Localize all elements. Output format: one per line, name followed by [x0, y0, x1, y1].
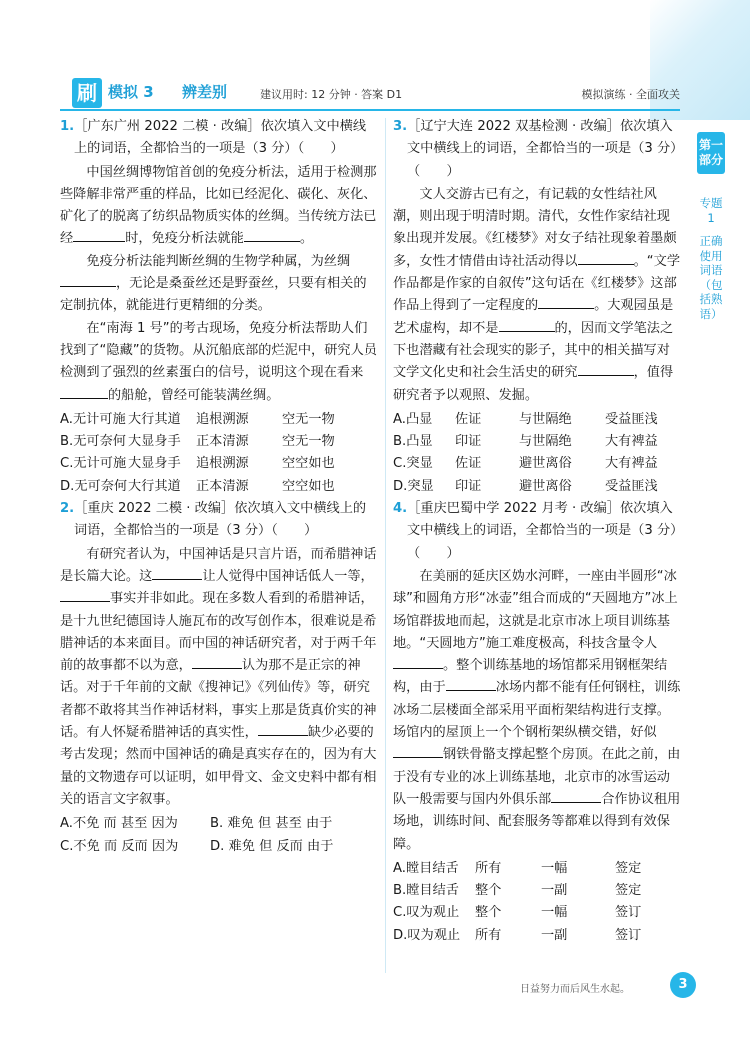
- option-d[interactable]: D.突显 印证 避世离俗 受益匪浅: [393, 478, 658, 494]
- option-c[interactable]: C.无计可施 大显身手 追根溯源 空空如也: [60, 456, 335, 472]
- question-number: 1.: [60, 119, 75, 134]
- option-b[interactable]: B.瞠目结舌 整个 一副 签定: [393, 883, 642, 899]
- question-2-passage: 有研究者认为，中国神话是只言片语，而希腊神话是长篇大论。这 让人觉得中国神话低人一等，事实并非如此。现在多数人看到的希腊神话，是十九世纪德国诗人施瓦布的改写创作本，很难说是希腊神话的本来面目。而中国的神话研究者，对于两千年前的故事都不以为意， 认为那不是正宗的神话。对于千年前的文献《搜神记》《列仙传》等，研究者都不敢将其当作神话材料，事实上那是货真价实的神话。有人怀疑希腊神话的真实性， 缺少必要的考古发现；然而中国神话的确是真实存在的，因为有大量的文物遗存可以证明，如甲骨文、金文史料中都有相关的语言文字叙事。: [60, 546, 377, 807]
- blank: [578, 252, 634, 265]
- blank: [578, 363, 634, 376]
- section-title: 模拟 3: [108, 83, 154, 101]
- blank: [60, 386, 108, 399]
- option-c[interactable]: C.不免 而 反而 因为: [60, 838, 179, 854]
- question-4-passage: 在美丽的延庆区妫水河畔，一座由半圆形“冰球”和圆角方形“冰壶”组合而成的“天圆地方”冰上场馆群拔地而起，这就是北京市冰上项目训练基地。“天圆地方”施工难度极高，科技含量令人。整个训练基地的场馆都采用钢框架结构，由于 冰场内都不能有任何钢柱，训练冰场二层楼面全部采用平面桁架结构进行支撑。场馆内的屋顶上一个个钢桁架纵横交错，好似钢铁骨骼支撑起整个房顶。在此之前，由于没有专业的冰上训练基地，北京市的冰雪运动队一般需要与国内外俱乐部 合作协议租用场地，训练时间、配套服务等都难以得到有效保障。: [393, 568, 681, 852]
- blank: [60, 589, 110, 602]
- side-tab: [697, 132, 725, 321]
- blank: [446, 678, 496, 691]
- question-3-passage: 文人交游古已有之，有记载的女性结社风潮，则出现于明清时期。清代，女性作家结社现象出现并发展。《红楼梦》对女子结社现象着墨颇多，女性才情借由诗社活动得以 。“文学作品都是作家的自叙传”这句话在《红楼梦》这部作品上得到了一定程度的 。大观园虽是艺术虚构，却不是 的，因而文学笔法之下也潜藏有社会现实的影子，其中的相关描写对文学文化史和社会生活史的研究 ，值得研究者予以观照、发掘。: [393, 186, 681, 403]
- question-1-passage-1: 中国丝绸博物馆首创的免疫分析法，适用于检测那些降解非常严重的样品，比如已经泥化、碳化、灰化、矿化了的脱离了纺织品物质实体的丝绸。当传统方法已经 时，免疫分析法就能 。: [60, 164, 377, 247]
- header-divider: [60, 109, 680, 111]
- option-a[interactable]: A.凸显 佐证 与世隔绝 受益匪浅: [393, 411, 658, 427]
- option-a[interactable]: A.瞠目结舌 所有 一幅 签定: [393, 860, 642, 876]
- blank: [60, 274, 116, 287]
- option-c[interactable]: C.突显 佐证 避世离俗 大有裨益: [393, 456, 658, 472]
- option-b[interactable]: B.凸显 印证 与世隔绝 大有裨益: [393, 434, 658, 450]
- blank: [551, 790, 601, 803]
- option-d[interactable]: D.叹为观止 所有 一副 签订: [393, 927, 642, 943]
- footer-slogan: 日益努力而后风生水起。: [520, 984, 630, 995]
- brand-logo: 刷: [72, 78, 102, 108]
- page-header: [60, 76, 680, 112]
- time-answer-info: 建议用时: 12 分钟 · 答案 D1: [260, 88, 403, 101]
- left-column: [60, 116, 378, 858]
- column-divider: [385, 118, 386, 973]
- option-b[interactable]: B. 难免 但 甚至 由于: [210, 816, 333, 832]
- question-number: 2.: [60, 501, 75, 517]
- topic-title: 正确使用词语（包括熟语）: [699, 234, 723, 321]
- section-subtitle: 辨差别: [182, 83, 228, 101]
- blank: [499, 319, 555, 332]
- page-number: 3: [670, 972, 696, 998]
- question-1-passage-3: 在“南海 1 号”的考古现场，免疫分析法帮助人们找到了“隐藏”的货物。从沉船底部的烂泥中，研究人员检测到了强烈的丝素蛋白的信号，说明这个现在看来的船舱，曾经可能装满丝绸。: [60, 320, 377, 403]
- right-column: [393, 116, 683, 947]
- option-c[interactable]: C.叹为观止 整个 一幅 签订: [393, 905, 642, 921]
- question-2-header: 2.［重庆 2022 二模 · 改编］依次填入文中横线上的词语，全都恰当的一项是（3 分）（ ）: [60, 501, 367, 539]
- question-1-header: 1.［广东广州 2022 二模 · 改编］依次填入文中横线上的词语，全都恰当的一项是（3 分）（ ）: [60, 119, 367, 157]
- question-3-header: 3.［辽宁大连 2022 双基检测 · 改编］依次填入文中横线上的词语，全都恰当的一项是（3 分）（ ）: [393, 119, 677, 179]
- header-right-label: 模拟演练 · 全面攻关: [581, 88, 680, 101]
- option-a[interactable]: A.无计可施 大行其道 追根溯源 空无一物: [60, 411, 335, 427]
- option-b[interactable]: B.无可奈何 大显身手 正本清源 空无一物: [60, 434, 335, 450]
- question-3-options: [393, 409, 683, 498]
- blank: [258, 723, 308, 736]
- question-1-options: [60, 409, 378, 498]
- blank: [393, 656, 443, 669]
- question-1-passage-2: 免疫分析法能判断丝绸的生物学种属，为丝绸，无论是桑蚕丝还是野蚕丝，只要有相关的定制抗体，就能进行更精细的分类。: [60, 253, 367, 314]
- part-label: 第一部分: [697, 132, 725, 174]
- blank: [192, 656, 242, 669]
- blank: [152, 567, 202, 580]
- option-d[interactable]: D.无可奈何 大行其道 正本清源 空空如也: [60, 478, 335, 494]
- topic-label: 专题 1: [699, 196, 723, 225]
- option-d[interactable]: D. 难免 但 反而 由于: [210, 838, 334, 854]
- blank: [393, 745, 443, 758]
- blank: [244, 229, 300, 242]
- option-a[interactable]: A.不免 而 甚至 因为: [60, 816, 178, 832]
- blank: [73, 229, 125, 242]
- blank: [538, 296, 594, 309]
- question-2-options: [60, 813, 378, 858]
- question-4-header: 4.［重庆巴蜀中学 2022 月考 · 改编］依次填入文中横线上的词语，全都恰当的一项是（3 分）（ ）: [393, 501, 677, 561]
- question-number: 4.: [393, 501, 408, 517]
- question-4-options: [393, 858, 683, 947]
- question-number: 3.: [393, 119, 408, 134]
